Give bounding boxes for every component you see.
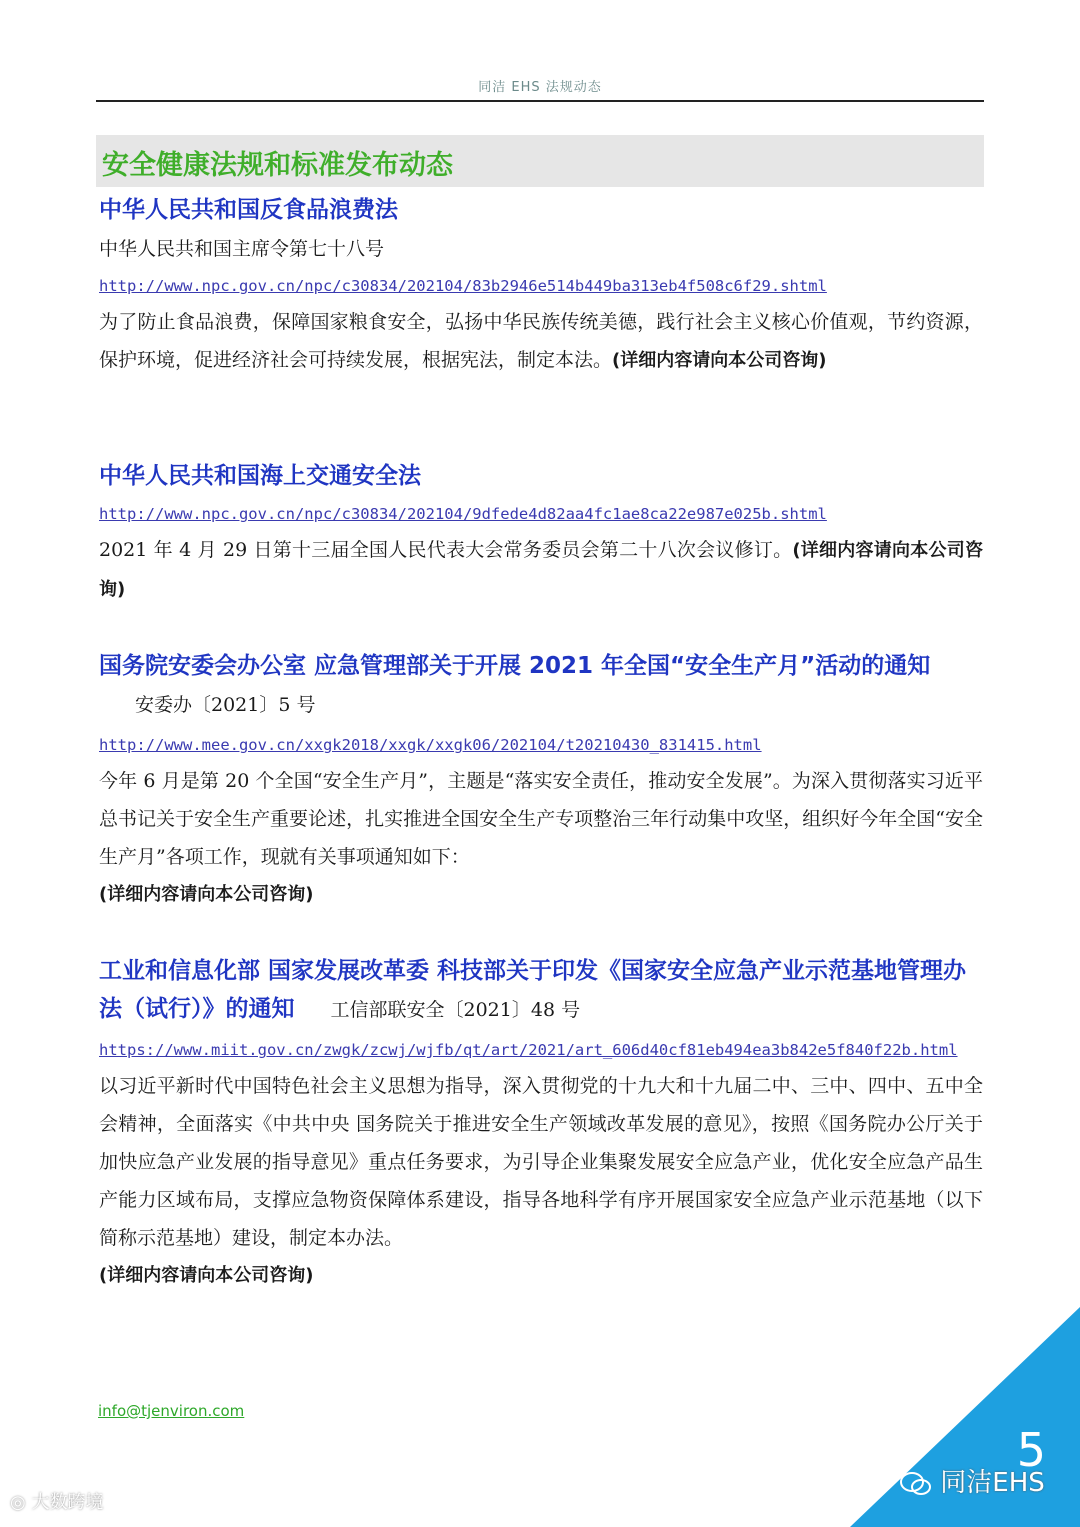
summary-text: 2021 年 4 月 29 日第十三届全国人民代表大会常务委员会第二十八次会议修订。 [99, 539, 793, 561]
wechat-account-name: 同洁EHS [940, 1468, 1045, 1498]
wechat-account-badge [900, 1462, 1045, 1499]
footer-email-link[interactable]: info@tjenviron.com [98, 1402, 245, 1420]
watermark-logo-icon: ◎ [10, 1492, 26, 1513]
article-summary: 以习近平新时代中国特色社会主义思想为指导，深入贯彻党的十九大和十九届二中、三中、四中、五中全会精神，全面落实《中共中央 国务院关于推进安全生产领域改革发展的意见》，按照《国务院办公厅关于加快应急产业发展的指导意见》重点任务要求，为引导企业集聚发展安全应急产业，优化安全应急产品生产能力区域布局，支撑应急物资保障体系建设，指导各地科学有序开展国家安全应急产业示范基地（以下简称示范基地）建设，制定本办法。 [99, 1075, 983, 1249]
section-heading: 安全健康法规和标准发布动态 [102, 150, 453, 181]
section-banner [96, 135, 984, 187]
article-link[interactable]: http://www.npc.gov.cn/npc/c30834/202104/9dfede4d82aa4fc1ae8ca22e987e025b.shtml [99, 505, 827, 523]
article-summary: 今年 6 月是第 20 个全国“安全生产月”，主题是“落实安全责任，推动安全发展”。为深入贯彻落实习近平总书记关于安全生产重要论述，扎实推进全国安全生产专项整治三年行动集中攻坚，组织好今年全国“安全生产月”各项工作，现就有关事项通知如下： [99, 770, 983, 868]
wechat-icon [900, 1471, 932, 1497]
header-divider [96, 100, 984, 102]
consult-note: (详细内容请向本公司咨询) [99, 884, 314, 905]
consult-note: (详细内容请向本公司咨询) [612, 350, 827, 371]
summary-text: 为了防止食品浪费，保障国家粮食安全，弘扬中华民族传统美德，践行社会主义核心价值观，节约资源，保护环境，促进经济社会可持续发展，根据宪法，制定本法。 [99, 311, 983, 371]
article-doc-number: 工信部联安全〔2021〕48 号 [330, 999, 581, 1021]
consult-note: (详细内容请向本公司咨询) [99, 1265, 314, 1286]
article-link[interactable]: http://www.mee.gov.cn/xxgk2018/xxgk/xxgk06/202104/t20210430_831415.html [99, 736, 762, 754]
article-title: 工业和信息化部 国家发展改革委 科技部关于印发《国家安全应急产业示范基地管理办法（试行）》的通知 [99, 958, 967, 1022]
watermark [10, 1488, 103, 1514]
article-1 [99, 191, 983, 380]
header-title: 同洁 EHS 法规动态 [478, 80, 602, 95]
article-2 [99, 457, 983, 609]
article-summary [99, 303, 983, 380]
article-doc-number: 安委办〔2021〕5 号 [135, 694, 316, 716]
article-title-line [99, 952, 983, 1029]
article-4 [99, 952, 983, 1295]
article-doc-number: 中华人民共和国主席令第七十八号 [99, 238, 385, 260]
article-title: 中华人民共和国海上交通安全法 [99, 463, 421, 489]
article-link[interactable]: https://www.miit.gov.cn/zwgk/zcwj/wjfb/qt/art/2021/art_606d40cf81eb494ea3b842e5f840f22b.html [99, 1041, 958, 1059]
article-summary [99, 531, 983, 609]
article-3 [99, 647, 983, 914]
article-title-line [99, 647, 983, 724]
article-link[interactable]: http://www.npc.gov.cn/npc/c30834/202104/83b2946e514b449ba313eb4f508c6f29.shtml [99, 277, 827, 295]
article-title: 中华人民共和国反食品浪费法 [99, 197, 398, 223]
consult-note: (详细内容请向本公司咨询) [99, 540, 983, 600]
page-number: 5 [1016, 1423, 1046, 1477]
watermark-text: 大数跨境 [31, 1492, 104, 1513]
article-title: 国务院安委会办公室 应急管理部关于开展 2021 年全国“安全生产月”活动的通知 [99, 653, 931, 679]
